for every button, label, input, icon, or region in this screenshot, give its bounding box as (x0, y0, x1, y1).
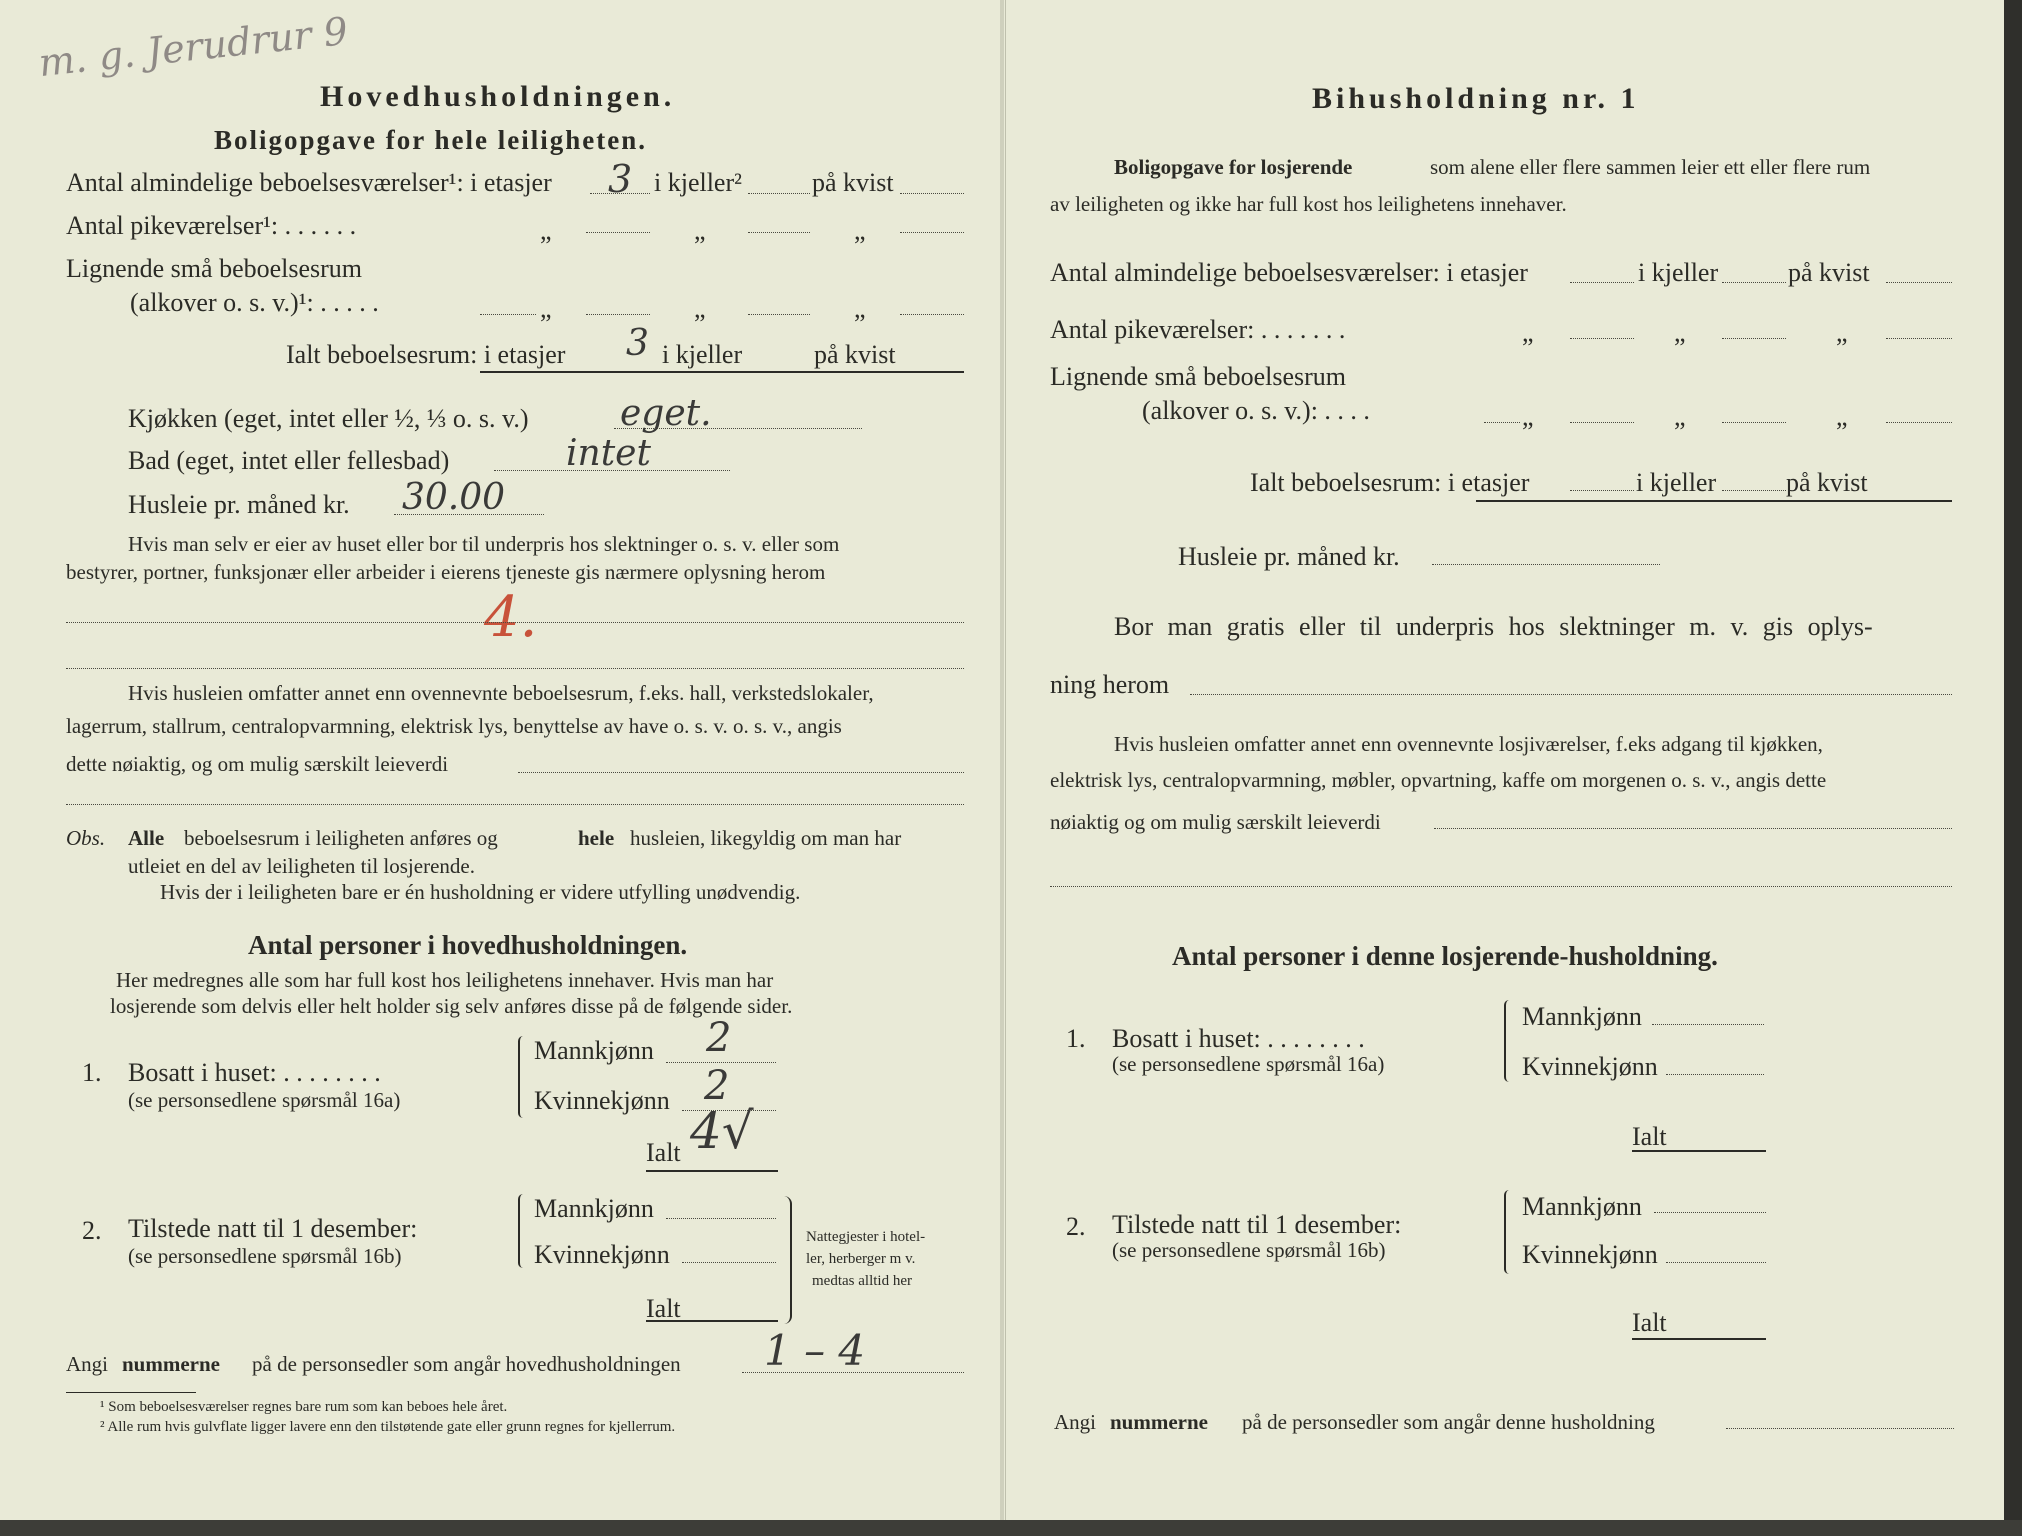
right-husleien-1: Hvis husleien omfatter annet enn ovennevnte losjiværelser, f.eks adgang til kjøkken, (1114, 732, 1823, 756)
left-row-ialt-kvist-label: på kvist (814, 340, 896, 369)
right-intro-2: av leiligheten og ikke har full kost hos leilighetens innehaver. (1050, 192, 1567, 216)
right-quote-1: „ (1522, 318, 1534, 347)
right-field-lign-kjeller[interactable] (1722, 422, 1786, 423)
right-field-bosatt-mann[interactable] (1652, 1024, 1764, 1025)
left-bosatt-num: 1. (82, 1058, 102, 1087)
right-lign1-label: Lignende små beboelsesrum (1050, 362, 1347, 391)
left-tilstede-brace (518, 1194, 528, 1268)
page-fold-shadow (1005, 0, 1006, 1536)
left-angi-value: 1 – 4 (764, 1326, 866, 1375)
right-husleien-2: elektrisk lys, centralopvarmning, møbler, opvartning, kaffe om morgenen o. s. v., angis dette (1050, 768, 1827, 792)
left-tilstede-kvinne-label: Kvinnekjønn (534, 1240, 670, 1269)
left-angi-text: på de personsedler som angår hovedhusholdningen (252, 1352, 681, 1376)
left-bosatt-ialt-line[interactable] (646, 1170, 778, 1172)
right-bosatt-brace (1504, 1000, 1514, 1082)
left-kjokken-value: eget. (620, 393, 712, 434)
left-field-pike-kvist[interactable] (900, 232, 964, 233)
left-tilstede-ialt-line[interactable] (646, 1320, 778, 1322)
left-field-lign-kjeller[interactable] (748, 314, 810, 315)
left-husleien-text-1: Hvis husleien omfatter annet enn ovennevnte beboelsesrum, f.eks. hall, verkstedslokaler, (128, 681, 874, 705)
left-antal-text-1: Her medregnes alle som har full kost hos leilighetens innehaver. Hvis man har (116, 968, 774, 992)
left-field-tilstede-mann[interactable] (666, 1218, 776, 1219)
left-ialt-underline (480, 371, 964, 373)
right-field-kvist[interactable] (1886, 282, 1952, 283)
right-field-ialt-etasjer[interactable] (1570, 490, 1634, 491)
left-bad-value: intet (566, 433, 651, 474)
right-lign2-label: (alkover o. s. v.): . . . . (1142, 396, 1370, 425)
left-obs-alle: Alle (128, 826, 165, 850)
left-husleie-value: 30.00 (402, 477, 506, 518)
right-quote-2: „ (1674, 318, 1686, 347)
left-obs-text-3: utleiet en del av leiligheten til losjerende. (128, 854, 475, 878)
left-obs-text-1: beboelsesrum i leiligheten anføres og (184, 826, 498, 850)
left-row-alm-label: Antal almindelige beboelsesværelser¹: i etasjer (66, 168, 552, 197)
left-nattegjester-brace (776, 1196, 792, 1324)
right-tilstede-ialt-label: Ialt (1632, 1308, 1667, 1337)
left-obs-hele: hele (578, 826, 615, 850)
right-tilstede-kvinne-label: Kvinnekjønn (1522, 1240, 1658, 1269)
left-field-lign-etasjer[interactable] (586, 314, 650, 315)
right-gratis-2: ning herom (1050, 670, 1170, 699)
right-field-lign-kvist[interactable] (1886, 422, 1952, 423)
left-row-ialt-kjeller-label: i kjeller (662, 340, 743, 369)
right-bosatt-ialt-line[interactable] (1632, 1150, 1766, 1152)
right-quote-5: „ (1674, 402, 1686, 431)
right-pike-label: Antal pikeværelser: . . . . . . . (1050, 315, 1346, 344)
left-row-lign1-label: Lignende små beboelsesrum (66, 254, 363, 283)
left-tilstede-num: 2. (82, 1216, 102, 1245)
left-nattegjester-2: ler, herberger m v. (806, 1251, 916, 1267)
left-bad-label: Bad (eget, intet eller fellesbad) (128, 446, 450, 475)
left-row-ialt-label: Ialt beboelsesrum: i etasjer (286, 340, 566, 369)
left-field-pike-kjeller[interactable] (748, 232, 810, 233)
right-field-bosatt-kvinne[interactable] (1666, 1074, 1764, 1075)
scan-edge-bottom (0, 1520, 2022, 1536)
left-field-lign-pre[interactable] (480, 314, 536, 315)
right-quote-6: „ (1836, 402, 1848, 431)
left-bosatt-mann-label: Mannkjønn (534, 1036, 654, 1065)
right-bosatt-kvinne-label: Kvinnekjønn (1522, 1052, 1658, 1081)
right-quote-4: „ (1522, 402, 1534, 431)
left-field-leieverdi-1[interactable] (518, 772, 964, 773)
left-obs-label: Obs. (66, 826, 106, 850)
left-footnote-rule (66, 1392, 196, 1393)
left-value-ialt-etasjer: 3 (626, 323, 649, 364)
left-field-kjokken[interactable] (614, 428, 862, 429)
right-field-husleie[interactable] (1432, 564, 1660, 565)
left-obs-text-4: Hvis der i leiligheten bare er én husholdning er videre utfylling unødvendig. (160, 880, 801, 904)
right-antal-title: Antal personer i denne losjerende-husholdning. (1172, 941, 1718, 971)
left-quote-3: „ (854, 216, 866, 245)
left-bosatt-kvinne-value: 2 (704, 1063, 730, 1109)
right-ialt-kvist-label: på kvist (1786, 468, 1868, 497)
left-field-husleie[interactable] (394, 514, 544, 515)
left-quote-2: „ (694, 216, 706, 245)
left-tilstede-label: Tilstede natt til 1 desember: (128, 1214, 418, 1243)
left-obs-text-2: husleien, likegyldig om man har (630, 826, 902, 850)
left-bosatt-sub: (se personsedlene spørsmål 16a) (128, 1088, 401, 1112)
right-bosatt-mann-label: Mannkjønn (1522, 1002, 1642, 1031)
left-angi-label: Angi (66, 1352, 108, 1376)
right-field-leieverdi-2[interactable] (1050, 886, 1952, 887)
left-footnote-1: ¹ Som beboelsesværelser regnes bare rum som kan beboes hele året. (100, 1399, 508, 1415)
right-husleien-3: nøiaktig og om mulig særskilt leieverdi (1050, 810, 1381, 834)
left-quote-4: „ (540, 294, 552, 323)
left-tilstede-ialt-label: Ialt (646, 1294, 681, 1323)
left-field-kvist[interactable] (900, 193, 964, 194)
left-field-tilstede-kvinne[interactable] (682, 1262, 776, 1263)
right-bosatt-ialt-label: Ialt (1632, 1122, 1667, 1151)
left-title: Hovedhusholdningen. (320, 80, 676, 113)
right-field-pike-etasjer[interactable] (1570, 338, 1634, 339)
right-field-gratis[interactable] (1190, 694, 1952, 695)
left-row-kjeller-label: i kjeller² (654, 168, 742, 197)
left-bosatt-kvinne-label: Kvinnekjønn (534, 1086, 670, 1115)
left-field-leieverdi-2[interactable] (66, 804, 964, 805)
right-ialt-kjeller-label: i kjeller (1636, 468, 1717, 497)
left-nattegjester-3: medtas alltid her (812, 1273, 912, 1289)
left-husleien-text-3: dette nøiaktig, og om mulig særskilt leieverdi (66, 752, 449, 776)
left-field-bad[interactable] (494, 470, 730, 471)
right-field-lign-etasjer[interactable] (1570, 422, 1634, 423)
right-angi-nummerne: nummerne (1110, 1410, 1208, 1434)
right-angi-label: Angi (1054, 1410, 1096, 1434)
right-field-kjeller[interactable] (1722, 282, 1786, 283)
right-title: Bihusholdning nr. 1 (1312, 82, 1640, 115)
right-tilstede-mann-label: Mannkjønn (1522, 1192, 1642, 1221)
left-kjokken-label: Kjøkken (eget, intet eller ½, ⅓ o. s. v.) (128, 404, 529, 433)
left-field-eier-1[interactable] (66, 622, 964, 623)
right-husleie-label: Husleie pr. måned kr. (1178, 542, 1400, 571)
left-bosatt-mann-value: 2 (706, 1015, 732, 1061)
left-eier-text-2: bestyrer, portner, funksjonær eller arbeider i eierens tjeneste gis nærmere oplysning herom (66, 560, 826, 584)
right-quote-3: „ (1836, 318, 1848, 347)
left-bosatt-ialt-label: Ialt (646, 1138, 681, 1167)
right-ialt-label: Ialt beboelsesrum: i etasjer (1250, 468, 1530, 497)
left-subtitle: Boligopgave for hele leiligheten. (214, 125, 647, 155)
left-angi-nummerne: nummerne (122, 1352, 220, 1376)
right-tilstede-ialt-line[interactable] (1632, 1338, 1766, 1340)
left-field-pike-etasjer[interactable] (586, 232, 650, 233)
left-quote-6: „ (854, 294, 866, 323)
left-quote-1: „ (540, 216, 552, 245)
left-bosatt-ialt-value: 4√ (690, 1102, 754, 1160)
right-intro-bold: Boligopgave for losjerende (1114, 155, 1353, 179)
right-field-lign-pre[interactable] (1484, 422, 1520, 423)
right-alm-label: Antal almindelige beboelsesværelser: i etasjer (1050, 258, 1528, 287)
left-field-eier-2[interactable] (66, 668, 964, 669)
right-kjeller-label: i kjeller (1638, 258, 1719, 287)
right-field-tilstede-mann[interactable] (1654, 1212, 1766, 1213)
left-red-mark: 4. (484, 585, 538, 650)
right-field-leieverdi-1[interactable] (1434, 828, 1952, 829)
right-field-pike-kvist[interactable] (1886, 338, 1952, 339)
left-field-angi[interactable] (742, 1372, 964, 1373)
left-row-lign2-label: (alkover o. s. v.)¹: . . . . . (130, 288, 379, 317)
left-husleie-label: Husleie pr. måned kr. (128, 490, 350, 519)
left-tilstede-sub: (se personsedlene spørsmål 16b) (128, 1244, 402, 1268)
left-row-kvist-label: på kvist (812, 168, 894, 197)
right-tilstede-sub: (se personsedlene spørsmål 16b) (1112, 1238, 1386, 1262)
scan-edge-right (2004, 0, 2022, 1536)
right-ialt-underline (1476, 500, 1952, 502)
handwritten-address: m. g. Jerudrur 9 (36, 8, 350, 86)
left-tilstede-mann-label: Mannkjønn (534, 1194, 654, 1223)
left-field-lign-kvist[interactable] (900, 314, 964, 315)
right-bosatt-label: Bosatt i huset: . . . . . . . . (1112, 1024, 1365, 1053)
right-bosatt-num: 1. (1066, 1024, 1086, 1053)
page-fold (1000, 0, 1004, 1536)
left-eier-text-1: Hvis man selv er eier av huset eller bor til underpris hos slektninger o. s. v. eller som (128, 532, 840, 556)
left-footnote-2: ² Alle rum hvis gulvflate ligger lavere enn den tilstøtende gate eller grunn regnes for kjellerrum. (100, 1419, 676, 1435)
left-bosatt-label: Bosatt i huset: . . . . . . . . (128, 1058, 381, 1087)
left-nattegjester-1: Nattegjester i hotel- (806, 1229, 926, 1245)
right-angi-text: på de personsedler som angår denne husholdning (1242, 1410, 1655, 1434)
left-value-etasjer: 3 (608, 157, 633, 201)
right-tilstede-brace (1504, 1190, 1514, 1274)
right-bosatt-sub: (se personsedlene spørsmål 16a) (1112, 1052, 1385, 1076)
right-tilstede-label: Tilstede natt til 1 desember: (1112, 1210, 1402, 1239)
right-field-tilstede-kvinne[interactable] (1666, 1262, 1766, 1263)
right-intro-1: som alene eller flere sammen leier ett eller flere rum (1430, 155, 1871, 179)
left-field-kjeller[interactable] (748, 193, 810, 194)
right-field-ialt-kjeller[interactable] (1722, 490, 1786, 491)
left-antal-text-2: losjerende som delvis eller helt holder sig selv anføres disse på de følgende sider. (110, 994, 793, 1018)
right-field-pike-kjeller[interactable] (1722, 338, 1786, 339)
left-husleien-text-2: lagerrum, stallrum, centralopvarmning, elektrisk lys, benyttelse av have o. s. v. o. s. v., angis (66, 714, 842, 738)
left-quote-5: „ (694, 294, 706, 323)
left-antal-title: Antal personer i hovedhusholdningen. (248, 930, 688, 960)
right-kvist-label: på kvist (1788, 258, 1870, 287)
right-field-angi[interactable] (1726, 1428, 1954, 1429)
left-row-pike-label: Antal pikeværelser¹: . . . . . . (66, 211, 357, 240)
right-gratis-1: Bor man gratis eller til underpris hos slektninger m. v. gis oplys- (1114, 612, 1873, 641)
right-field-etasjer[interactable] (1570, 282, 1634, 283)
right-tilstede-num: 2. (1066, 1212, 1086, 1241)
left-bosatt-brace (518, 1036, 528, 1118)
